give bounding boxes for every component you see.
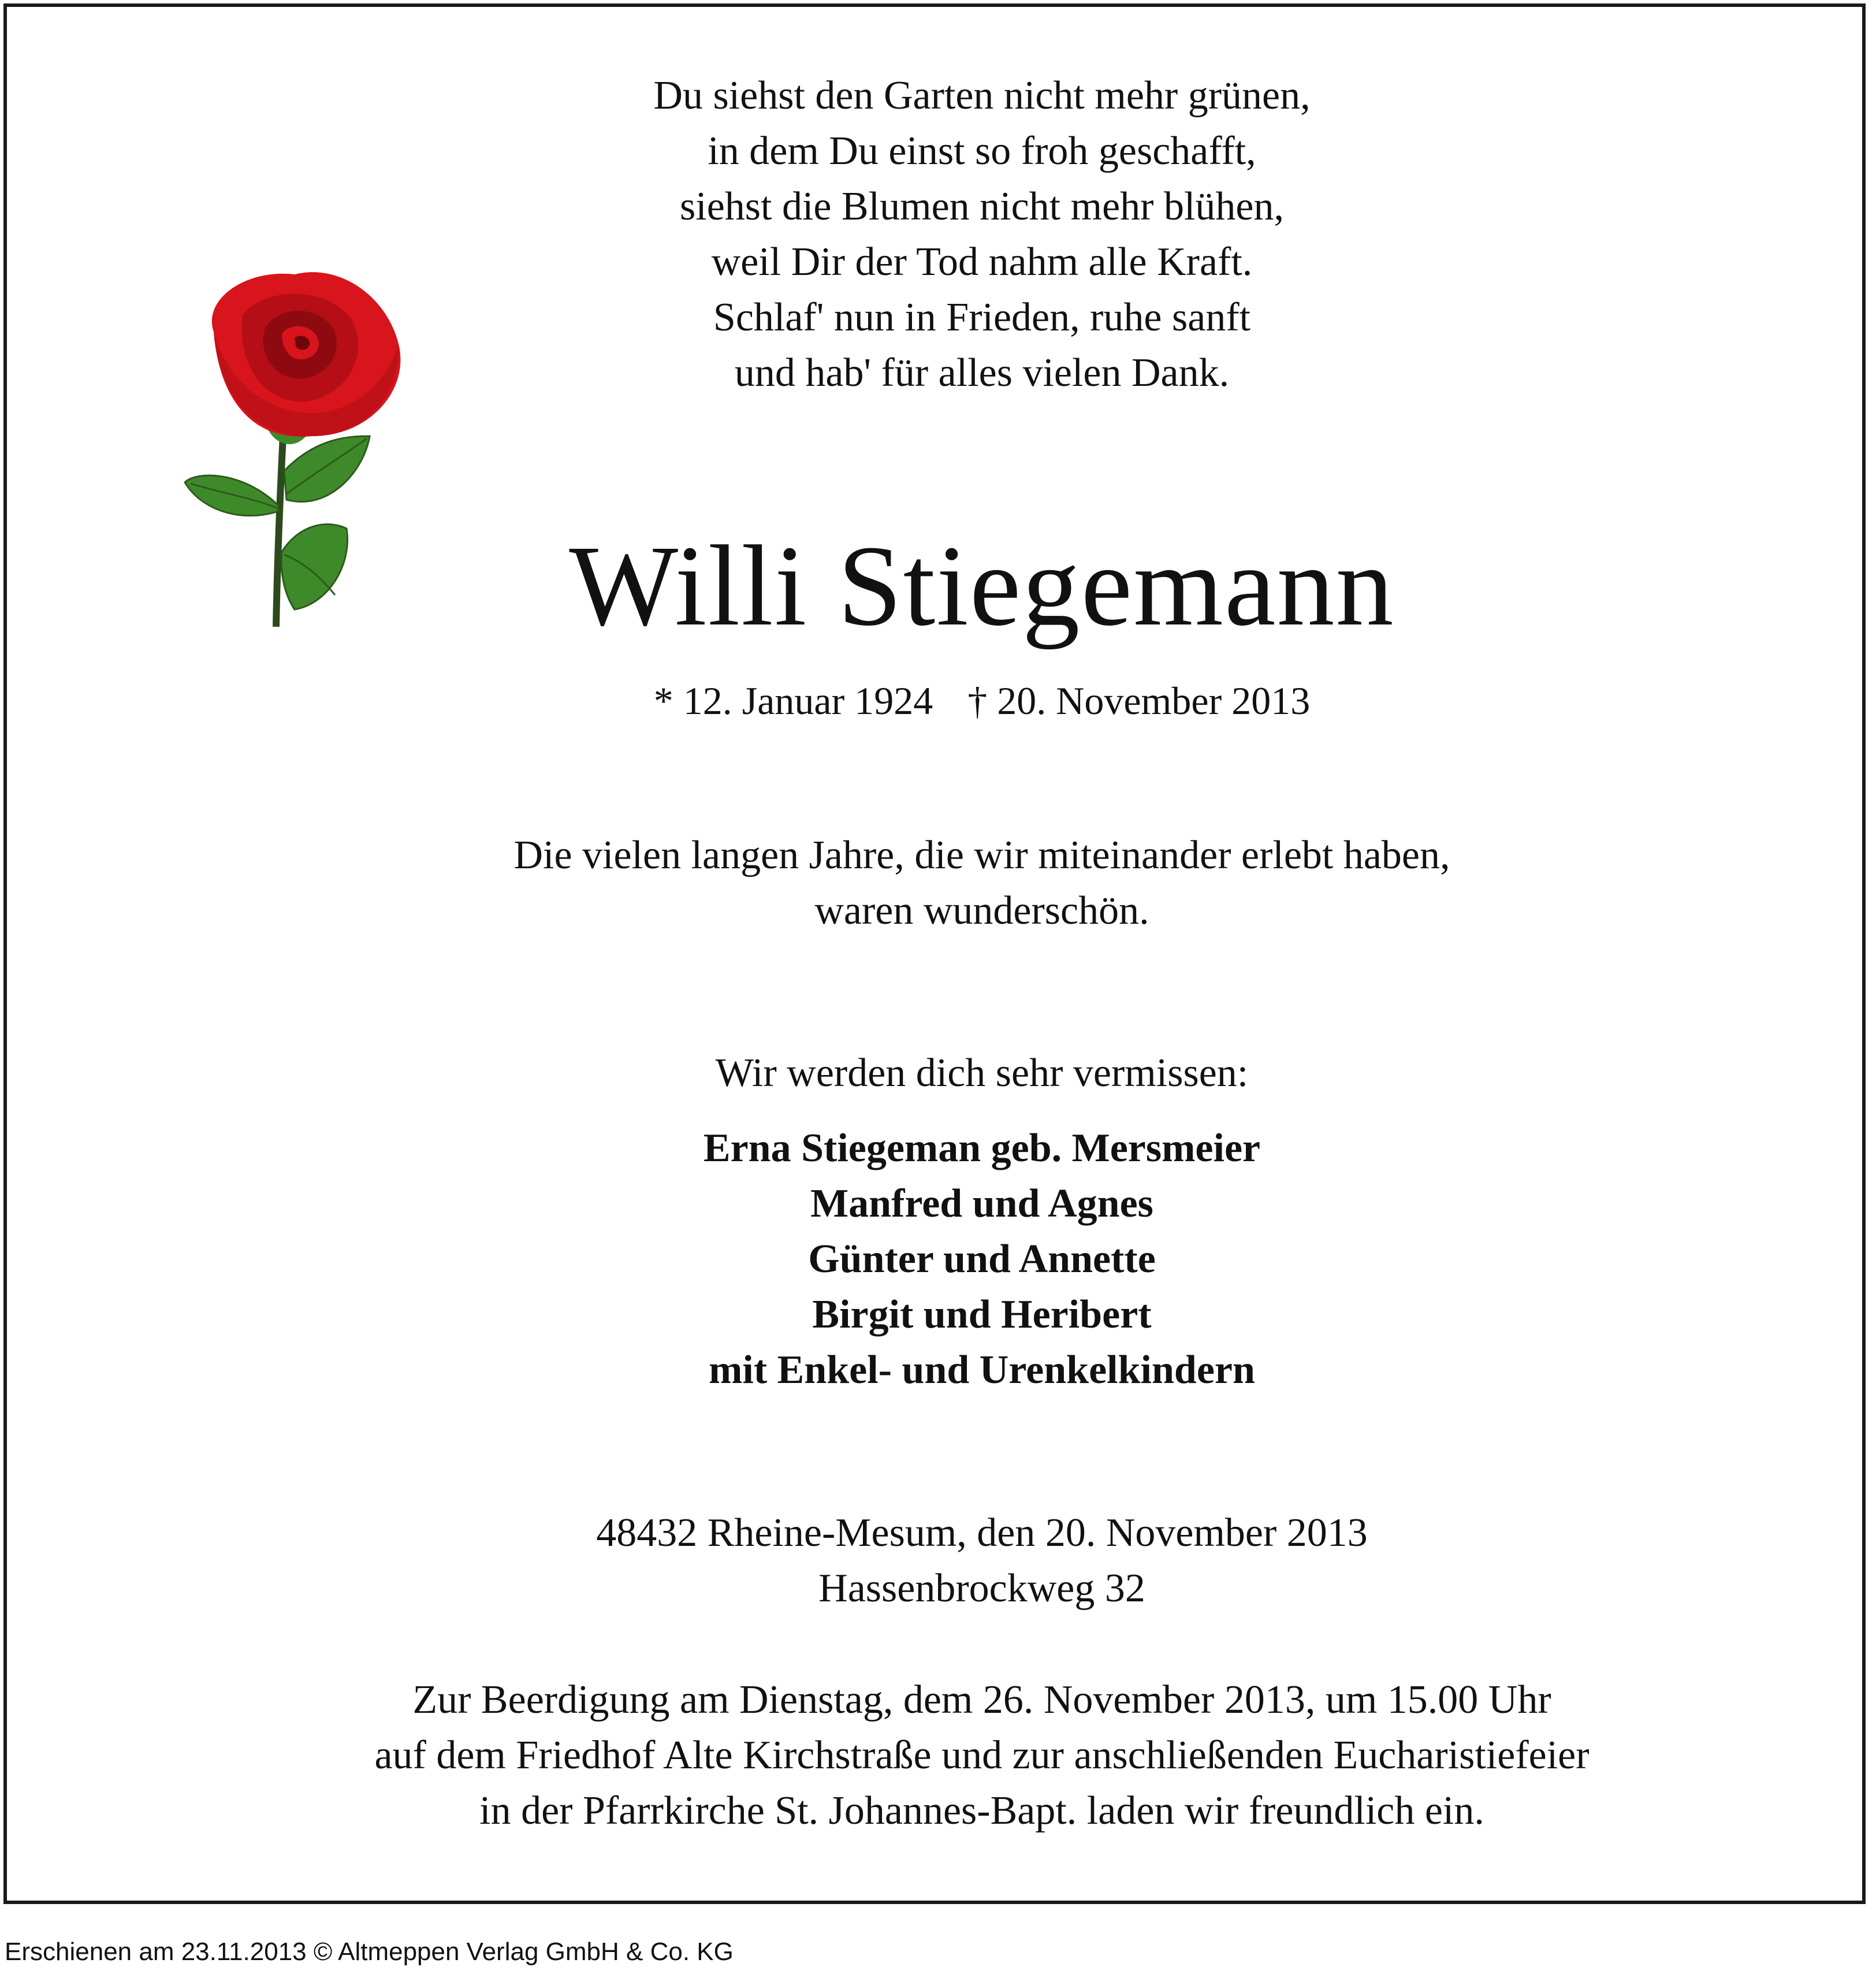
memory-text [116, 828, 1848, 939]
funeral-line: Zur Beerdigung am Dienstag, dem 26. November 2013, um 15.00 Uhr [412, 1678, 1551, 1722]
funeral-line: auf dem Friedhof Alte Kirchstraße und zur anschließenden Eucharistiefeier [374, 1733, 1590, 1778]
mourner-name: Manfred und Agnes [810, 1181, 1153, 1226]
life-dates [173, 675, 1791, 727]
poem-line: in dem Du einst so froh geschafft, [708, 129, 1256, 173]
mourners-list [116, 1121, 1848, 1398]
address-block [116, 1505, 1848, 1616]
funeral-line: in der Pfarrkirche St. Johannes-Bapt. laden wir freundlich ein. [479, 1789, 1484, 1833]
birth-date: * 12. Januar 1924 [653, 679, 933, 723]
memorial-poem [144, 68, 1819, 401]
mourner-name: Erna Stiegeman geb. Mersmeier [703, 1126, 1261, 1170]
publication-footer: Erschienen am 23.11.2013 © Altmeppen Verlag GmbH & Co. KG [5, 1938, 734, 1966]
poem-line: siehst die Blumen nicht mehr blühen, [680, 184, 1284, 229]
poem-line: Schlaf' nun in Frieden, ruhe sanft [713, 295, 1251, 340]
mourner-name: Birgit und Heribert [812, 1292, 1152, 1337]
memory-line: Die vielen langen Jahre, die wir miteinander erlebt haben, [513, 833, 1450, 878]
address-line: 48432 Rheine-Mesum, den 20. November 2013 [596, 1511, 1368, 1555]
memory-line: waren wunderschön. [814, 888, 1149, 933]
mourner-name: Günter und Annette [808, 1237, 1156, 1281]
mourners-intro: Wir werden dich sehr vermissen: [715, 1051, 1249, 1095]
death-date: † 20. November 2013 [967, 679, 1311, 723]
poem-line: und hab' für alles vielen Dank. [734, 351, 1230, 395]
poem-line: Du siehst den Garten nicht mehr grünen, [653, 73, 1311, 118]
funeral-notice [58, 1672, 1876, 1839]
address-line: Hassenbrockweg 32 [818, 1566, 1145, 1611]
poem-line: weil Dir der Tod nahm alle Kraft. [711, 240, 1253, 284]
mourner-name: mit Enkel- und Urenkelkindern [709, 1348, 1255, 1392]
deceased-name: Willi Stiegemann [569, 522, 1395, 650]
